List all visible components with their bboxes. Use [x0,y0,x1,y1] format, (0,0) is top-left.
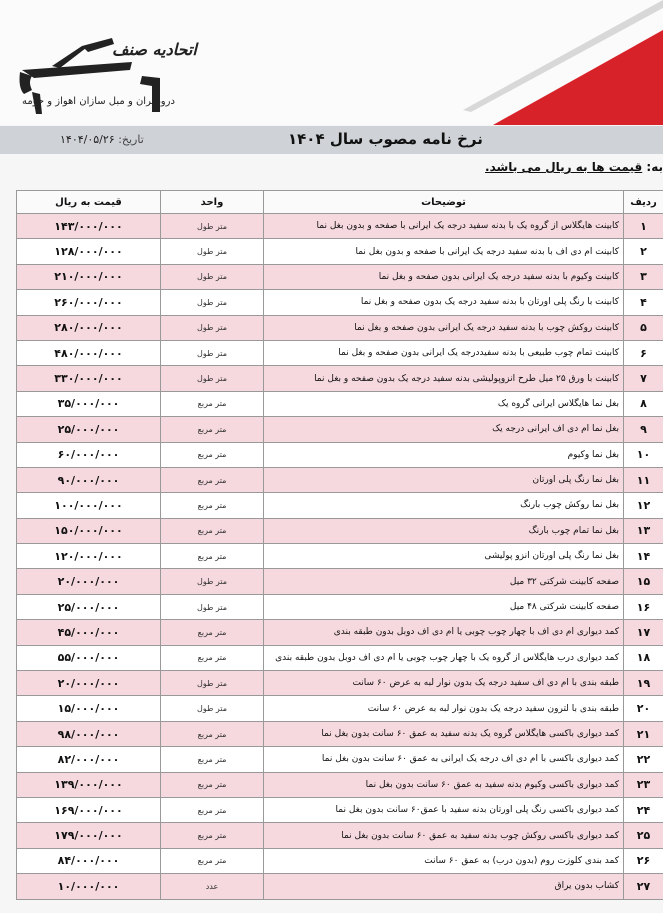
table-row [17,848,663,873]
row-number: ۱۴ [624,544,663,569]
row-price: ۱۷۹/۰۰۰/۰۰۰ [17,823,161,848]
note-text: قیمت ها به ریال می باشد. [485,160,643,174]
row-price: ۱۲۰/۰۰۰/۰۰۰ [17,544,161,569]
header-description: توضیحات [264,191,624,214]
row-unit: متر مربع [161,848,264,873]
row-price: ۲۰/۰۰۰/۰۰۰ [17,569,161,594]
page-title: نرخ نامه مصوب سال ۱۴۰۴ [288,130,483,148]
row-number: ۲۲ [624,747,663,772]
row-description: بغل نما تمام چوب بارنگ [264,518,624,543]
row-unit: متر مربع [161,442,264,467]
row-unit: متر مربع [161,823,264,848]
row-description: کمد دیواری ام دی اف با چهار چوب چوبی یا ام دی اف دوبل بدون طبقه بندی [264,620,624,645]
header-price: قیمت به ریال [17,191,161,214]
table-row [17,239,663,264]
row-price: ۴۸۰/۰۰۰/۰۰۰ [17,340,161,365]
row-description: کابینت با رنگ پلی اورتان با بدنه سفید درجه یک بدون صفحه و بغل نما [264,290,624,315]
row-unit: متر مربع [161,518,264,543]
table-row [17,442,663,467]
table-row [17,214,663,239]
row-price: ۳۵/۰۰۰/۰۰۰ [17,391,161,416]
table-row [17,290,663,315]
row-unit: متر مربع [161,391,264,416]
row-description: طبقه بندی با ام دی اف سفید درجه یک بدون نوار لبه به عرض ۶۰ سانت [264,671,624,696]
row-number: ۹ [624,417,663,442]
logo-title: اتحادیه صنف [112,40,197,59]
row-number: ۲۳ [624,772,663,797]
row-number: ۳ [624,264,663,289]
row-price: ۴۵/۰۰۰/۰۰۰ [17,620,161,645]
table-row [17,671,663,696]
row-price: ۳۳۰/۰۰۰/۰۰۰ [17,366,161,391]
row-description: کابینت وکیوم با بدنه سفید درجه یک ایرانی بدون صفحه و بغل نما [264,264,624,289]
row-price: ۱۵۰/۰۰۰/۰۰۰ [17,518,161,543]
row-description: کمد دیواری باکسی رنگ پلی اورتان بدنه سفید با عمق۶۰ سانت بدون بغل نما [264,797,624,822]
row-description: بغل نما وکیوم [264,442,624,467]
table-row [17,569,663,594]
row-description: کمد دیواری باکسی وکیوم بدنه سفید به عمق ۶۰ سانت بدون بغل نما [264,772,624,797]
table-header-row [17,191,663,214]
table-row [17,645,663,670]
row-number: ۷ [624,366,663,391]
table-row [17,620,663,645]
table-row [17,747,663,772]
row-unit: متر طول [161,594,264,619]
note-prefix: به: [642,160,663,174]
table-row [17,467,663,492]
row-description: کمد دیواری درب هایگلاس از گروه یک با چهار چوب چوبی یا ام دی اف دوبل بدون طبقه بندی [264,645,624,670]
row-number: ۲۶ [624,848,663,873]
row-number: ۱۳ [624,518,663,543]
currency-note [485,160,663,174]
table-body [17,214,663,900]
row-number: ۱ [624,214,663,239]
row-unit: متر مربع [161,493,264,518]
row-unit: متر مربع [161,747,264,772]
row-number: ۶ [624,340,663,365]
row-unit: متر طول [161,340,264,365]
row-description: بغل نما رنگ پلی اورتان [264,467,624,492]
letterhead [0,0,663,125]
row-number: ۴ [624,290,663,315]
row-price: ۲۵/۰۰۰/۰۰۰ [17,417,161,442]
row-description: کمد دیواری باکسی هایگلاس گروه یک بدنه سفید به عمق ۶۰ سانت بدون بغل نما [264,721,624,746]
row-unit: متر مربع [161,721,264,746]
row-number: ۲۷ [624,874,663,899]
row-description: کابینت تمام چوب طبیعی با بدنه سفیددرجه یک ایرانی بدون صفحه و بغل نما [264,340,624,365]
row-number: ۲۴ [624,797,663,822]
row-price: ۶۰/۰۰۰/۰۰۰ [17,442,161,467]
row-unit: متر مربع [161,417,264,442]
row-description: بغل نما ام دی اف ایرانی درجه یک [264,417,624,442]
row-price: ۸۴/۰۰۰/۰۰۰ [17,848,161,873]
row-description: کابینت با ورق ۲۵ میل طرح انزوپولیشی بدنه سفید درجه یک بدون صفحه و بغل نما [264,366,624,391]
row-number: ۱۰ [624,442,663,467]
row-description: طبقه بندی با لترون سفید درجه یک بدون نوار لبه به عرض ۶۰ سانت [264,696,624,721]
row-price: ۱۰۰/۰۰۰/۰۰۰ [17,493,161,518]
date-label: تاریخ: [118,133,144,146]
row-number: ۲۵ [624,823,663,848]
table-row [17,264,663,289]
row-description: کمد دیواری باکسی با ام دی اف درجه یک ایرانی به عمق ۶۰ سانت بدون بغل نما [264,747,624,772]
table-row [17,391,663,416]
table-row [17,874,663,899]
row-price: ۱۳۹/۰۰۰/۰۰۰ [17,772,161,797]
row-unit: متر مربع [161,645,264,670]
table-row [17,544,663,569]
table-row [17,797,663,822]
row-number: ۱۵ [624,569,663,594]
table-row [17,340,663,365]
table-row [17,823,663,848]
red-corner-decoration [433,0,663,125]
row-unit: متر مربع [161,467,264,492]
row-number: ۱۲ [624,493,663,518]
table-row [17,772,663,797]
row-description: کابینت هایگلاس از گروه یک با بدنه سفید درجه یک ایرانی با صفحه و بدون بغل نما [264,214,624,239]
row-number: ۵ [624,315,663,340]
header-row-number: ردیف [624,191,663,214]
row-unit: متر طول [161,239,264,264]
row-price: ۱۶۹/۰۰۰/۰۰۰ [17,797,161,822]
row-price: ۱۲۸/۰۰۰/۰۰۰ [17,239,161,264]
row-unit: متر طول [161,569,264,594]
row-description: کمد بندی کلوزت روم (بدون درب) به عمق ۶۰ سانت [264,848,624,873]
table-row [17,518,663,543]
row-unit: متر مربع [161,544,264,569]
row-unit: متر طول [161,366,264,391]
row-price: ۹۸/۰۰۰/۰۰۰ [17,721,161,746]
row-price: ۹۰/۰۰۰/۰۰۰ [17,467,161,492]
row-description: بغل نما هایگلاس ایرانی گروه یک [264,391,624,416]
table-row [17,493,663,518]
row-unit: عدد [161,874,264,899]
row-price: ۲۵/۰۰۰/۰۰۰ [17,594,161,619]
logo-subtitle: درودگران و مبل سازان اهواز و حومه [22,96,175,107]
row-unit: متر طول [161,290,264,315]
row-description: صفحه کابینت شرکتی ۴۸ میل [264,594,624,619]
header-unit: واحد [161,191,264,214]
row-number: ۱۶ [624,594,663,619]
row-price: ۲۰/۰۰۰/۰۰۰ [17,671,161,696]
row-number: ۸ [624,391,663,416]
document-date [60,133,144,146]
row-number: ۲۱ [624,721,663,746]
row-description: کشاب بدون یراق [264,874,624,899]
row-price: ۱۵/۰۰۰/۰۰۰ [17,696,161,721]
table-row [17,721,663,746]
row-price: ۲۸۰/۰۰۰/۰۰۰ [17,315,161,340]
row-number: ۱۷ [624,620,663,645]
row-price: ۸۲/۰۰۰/۰۰۰ [17,747,161,772]
row-description: بغل نما روکش چوب بارنگ [264,493,624,518]
table-row [17,594,663,619]
table-row [17,696,663,721]
row-number: ۱۸ [624,645,663,670]
row-number: ۱۹ [624,671,663,696]
row-price: ۱۴۳/۰۰۰/۰۰۰ [17,214,161,239]
row-unit: متر طول [161,671,264,696]
date-value: ۱۴۰۴/۰۵/۲۶ [60,133,115,146]
row-description: کابینت ام دی اف با بدنه سفید درجه یک ایرانی با صفحه و بدون بغل نما [264,239,624,264]
row-unit: متر طول [161,696,264,721]
row-unit: متر طول [161,264,264,289]
table-row [17,315,663,340]
row-description: صفحه کابینت شرکتی ۳۲ میل [264,569,624,594]
row-description: کمد دیواری باکسی روکش چوب بدنه سفید به عمق ۶۰ سانت بدون بغل نما [264,823,624,848]
row-description: بغل نما رنگ پلی اورتان انزو پولیشی [264,544,624,569]
row-price: ۲۶۰/۰۰۰/۰۰۰ [17,290,161,315]
row-price: ۲۱۰/۰۰۰/۰۰۰ [17,264,161,289]
row-number: ۲ [624,239,663,264]
row-unit: متر طول [161,315,264,340]
row-description: کابینت روکش چوب با بدنه سفید درجه یک ایرانی بدون صفحه و بغل نما [264,315,624,340]
row-unit: متر مربع [161,620,264,645]
row-number: ۲۰ [624,696,663,721]
row-price: ۱۰/۰۰۰/۰۰۰ [17,874,161,899]
price-table [16,190,663,900]
table-row [17,417,663,442]
row-unit: متر طول [161,214,264,239]
table-row [17,366,663,391]
row-number: ۱۱ [624,467,663,492]
row-unit: متر مربع [161,797,264,822]
row-price: ۵۵/۰۰۰/۰۰۰ [17,645,161,670]
row-unit: متر مربع [161,772,264,797]
